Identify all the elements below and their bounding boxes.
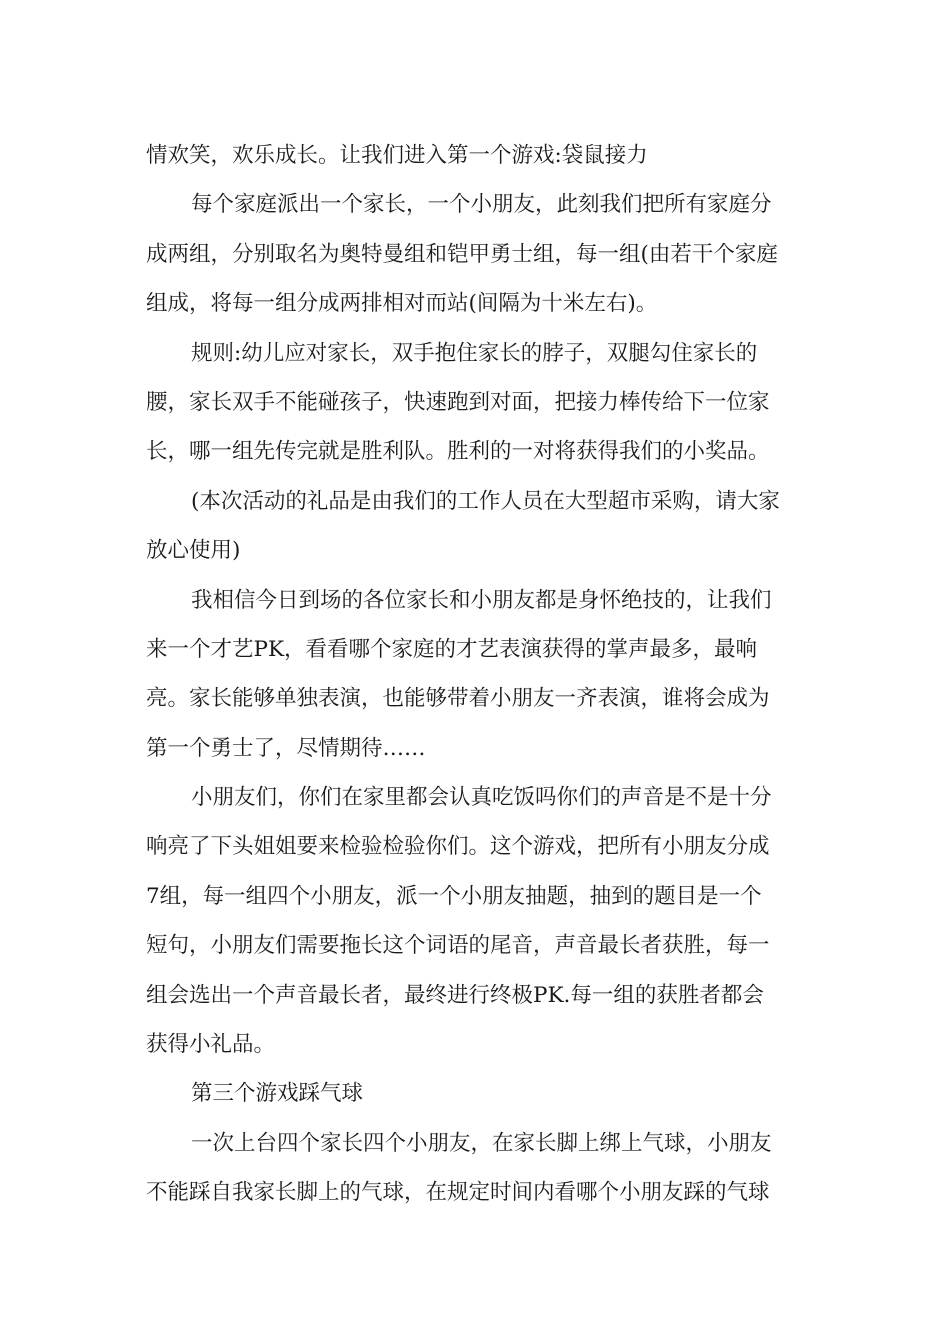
paragraph-line: 组成，将每一组分成两排相对而站(间隔为十米左右)。 [146,291,658,317]
paragraph-line: 7组，每一组四个小朋友，派一个小朋友抽题，抽到的题目是一个 [146,883,762,909]
paragraph-line: 腰，家长双手不能碰孩子，快速跑到对面，把接力棒传给下一位家 [146,389,770,415]
paragraph-line: 情欢笑，欢乐成长。让我们进入第一个游戏:袋鼠接力 [146,143,648,168]
paragraph-line: 亮。家长能够单独表演，也能够带着小朋友一齐表演，谁将会成为 [146,686,770,712]
document-body [146,131,806,1218]
paragraph-first-line: 小朋友们，你们在家里都会认真吃饭吗你们的声音是不是十分 [191,785,772,811]
paragraph-line: 成两组，分别取名为奥特曼组和铠甲勇士组，每一组(由若干个家庭 [146,241,778,267]
paragraph-line: 短句，小朋友们需要拖长这个词语的尾音，声音最长者获胜，每一 [146,933,770,959]
paragraph-line: 放心使用) [146,538,241,564]
paragraph-line: 不能踩自我家长脚上的气球，在规定时间内看哪个小朋友踩的气球 [146,1180,770,1206]
paragraph-line: 长，哪一组先传完就是胜利队。胜利的一对将获得我们的小奖品。 [146,439,770,465]
paragraph-line: 获得小礼品。 [146,1032,276,1058]
paragraph-first-line: 每个家庭派出一个家长，一个小朋友，此刻我们把所有家庭分 [191,192,772,218]
paragraph-first-line: 一次上台四个家长四个小朋友，在家长脚上绑上气球，小朋友 [191,1130,772,1156]
paragraph-first-line: (本次活动的礼品是由我们的工作人员在大型超市采购，请大家 [191,488,780,514]
paragraph-line: 响亮了下头姐姐要来检验检验你们。这个游戏，把所有小朋友分成 [146,834,770,860]
paragraph-first-line: 第三个游戏踩气球 [191,1081,364,1107]
paragraph-line: 来一个才艺PK，看看哪个家庭的才艺表演获得的掌声最多，最响 [146,636,758,662]
paragraph-first-line: 规则:幼儿应对家长，双手抱住家长的脖子，双腿勾住家长的 [191,340,758,366]
paragraph-first-line: 我相信今日到场的各位家长和小朋友都是身怀绝技的，让我们 [191,587,772,613]
paragraph-line: 第一个勇士了，尽情期待…… [146,735,426,761]
paragraph-line: 组会选出一个声音最长者，最终进行终极PK.每一组的获胜者都会 [146,982,764,1008]
